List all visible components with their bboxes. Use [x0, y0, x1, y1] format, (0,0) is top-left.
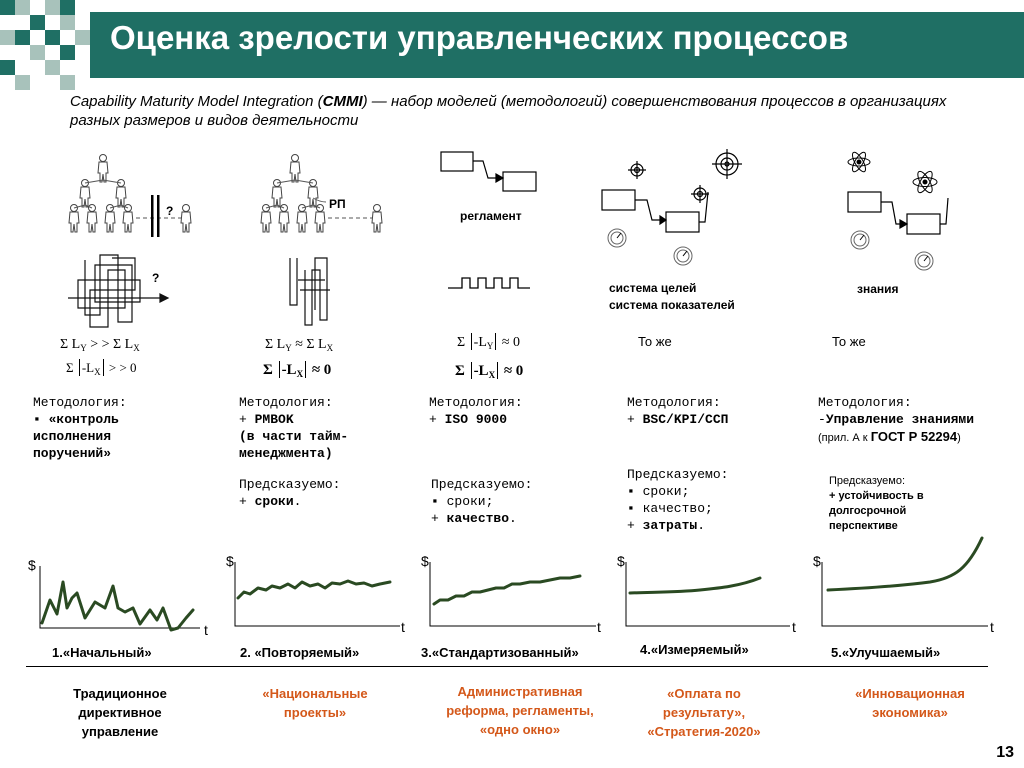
x-axis-label-5: t	[990, 619, 994, 635]
goals-diagram	[602, 190, 708, 232]
tangle-diagram-2	[290, 258, 330, 325]
y-axis-label-1: $	[28, 557, 36, 573]
stage-4-label: 4.«Измеряемый»	[640, 642, 749, 657]
methodology-4: Методология: + BSC/KPI/ССП	[627, 395, 729, 427]
stage-3-label: 3.«Стандартизованный»	[421, 645, 579, 660]
bottom-label-5: «Инновационная экономика»	[855, 686, 965, 720]
x-axis-label-3: t	[597, 619, 601, 635]
trend-charts	[0, 548, 1024, 648]
formula-3b: Σ $-L_X \approx 0$	[455, 363, 524, 380]
chart-axes-3	[430, 562, 596, 626]
chart-axes-2	[235, 562, 400, 626]
regulation-flow-diagram	[441, 152, 536, 191]
question-mark-2: ?	[152, 271, 160, 285]
question-mark-1: ?	[166, 204, 174, 218]
predictable-4: Предсказуемо: ▪ сроки; ▪ качество; + затраты.	[627, 467, 729, 533]
atom-icon-1	[848, 150, 870, 173]
target-icon-1	[628, 161, 646, 179]
formula-1a: Σ $L_Y$ > > Σ $L_X$	[60, 337, 140, 353]
predictable-3: Предсказуемо: ▪ сроки; + качество.	[431, 477, 533, 526]
hierarchy-diagram-2	[261, 155, 382, 233]
indicators-label: система показателей	[609, 298, 735, 312]
trend-curve-3	[434, 576, 580, 604]
gauge-icon-2	[674, 247, 692, 265]
y-axis-label-2: $	[226, 553, 234, 569]
stage-2-label: 2. «Повторяемый»	[240, 645, 360, 660]
predictable-2: Предсказуемо: + сроки.	[239, 477, 341, 509]
bottom-label-4: «Оплата по результату», «Стратегия-2020»	[647, 686, 761, 739]
gauge-icon-4	[915, 252, 933, 270]
formula-1b: Σ $-L_X$ > > 0	[66, 360, 137, 377]
intro-part2: ) — набор моделей (методологий) совершенствования процессов в организациях разных размеров и видов деятельности	[70, 93, 947, 129]
bottom-label-3: Административная реформа, регламенты, «одно окно»	[446, 684, 594, 737]
methodology-5: Методология: -Управление знаниями (прил. А к ГОСТ Р 52294)	[818, 395, 975, 444]
x-axis-label-1: t	[204, 622, 208, 638]
stages-divider	[26, 666, 988, 667]
chart-axes-5	[822, 562, 988, 626]
rp-label: РП	[329, 197, 346, 211]
intro-part1: Capability Maturity Model Integration (	[70, 93, 323, 110]
y-axis-label-3: $	[421, 553, 429, 569]
stage-1-label: 1.«Начальный»	[52, 645, 152, 660]
bottom-label-1: Традиционное директивное управление	[73, 686, 167, 739]
x-axis-label-4: t	[792, 619, 796, 635]
y-axis-label-4: $	[617, 553, 625, 569]
methodology-1: Методология: ▪ «контроль исполнения поручений»	[33, 395, 127, 461]
x-axis-label-2: t	[401, 619, 405, 635]
same-as-4: То же	[638, 334, 672, 349]
square-wave	[448, 278, 530, 288]
goals-label: система целей	[609, 281, 697, 295]
knowledge-diagram	[848, 192, 948, 234]
y-axis-label-5: $	[813, 553, 821, 569]
target-icon-2	[712, 149, 742, 179]
atom-icon-2	[913, 169, 937, 194]
formula-2a: Σ $L_Y \approx \Sigma$ $L_X$	[265, 337, 334, 353]
page-title: Оценка зрелости управленческих процессов	[110, 19, 849, 56]
methodology-2: Методология: + PMBOK (в части тайм- менеджмента)	[239, 395, 349, 461]
target-icon-3	[691, 185, 709, 203]
intro-text	[70, 93, 990, 131]
stage-5-label: 5.«Улучшаемый»	[831, 645, 941, 660]
tangle-diagram-1	[68, 255, 168, 327]
trend-curve-2	[238, 581, 390, 598]
reglament-label: регламент	[460, 209, 522, 223]
trend-curve-1	[42, 582, 193, 630]
page-number: 13	[996, 744, 1014, 761]
predictable-5: Предсказуемо: + устойчивость в долгосрочной перспективе	[829, 475, 924, 532]
intro-abbr: CMMI	[322, 93, 363, 110]
formula-3a: Σ $-L_Y \approx 0$	[457, 335, 521, 351]
trend-curve-4	[630, 578, 760, 593]
gauge-icon-3	[851, 231, 869, 249]
hierarchy-diagram-1	[69, 155, 191, 238]
same-as-5: То же	[832, 334, 866, 349]
trend-curve-5	[828, 538, 982, 590]
chart-axes-4	[626, 562, 790, 626]
bottom-label-2: «Национальные проекты»	[262, 686, 368, 720]
methodology-3: Методология: + ISO 9000	[429, 395, 523, 427]
gauge-icon-1	[608, 229, 626, 247]
formula-2b: Σ $-L_X \approx 0$	[263, 362, 332, 379]
knowledge-label: знания	[857, 282, 899, 296]
